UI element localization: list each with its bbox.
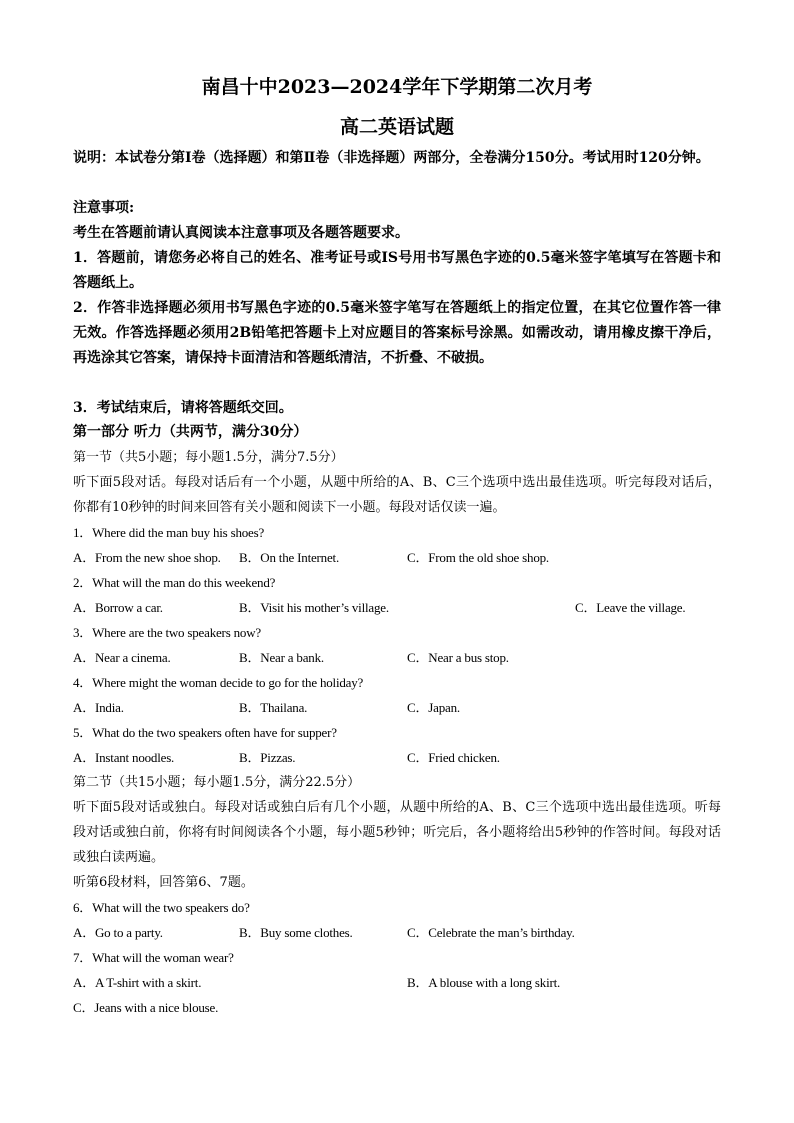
option-3a: A．Near a cinema. xyxy=(73,650,171,665)
question-4: 4．Where might the woman decide to go for the holiday? xyxy=(73,675,364,690)
question-1: 1．Where did the man buy his shoes? xyxy=(73,525,265,540)
section1-instructions: 听下面5段对话。每段对话后有一个小题，从题中所给的A、B、C三个选项中选出最佳选项。听完每段对话后，你都有10秒钟的时间来回答有关小题和阅读下一小题。每段对话仅读一遍。 xyxy=(73,475,721,515)
option-2a: A．Borrow a car. xyxy=(73,600,163,615)
part1-heading: 第一部分 听力（共两节，满分30分） xyxy=(73,424,308,440)
section2-instructions: 听下面5段对话或独白。每段对话或独白后有几个小题，从题中所给的A、B、C三个选项中选出最佳选项。听每段对话或独白前，你将有时间阅读各个小题，每小题5秒钟；听完后，各小题将给出5秒钟的作答时间。每段对话或独白读两遍。 xyxy=(73,800,721,865)
exam-title: 南昌十中2023—2024学年下学期第二次月考 xyxy=(201,76,593,98)
question-6: 6．What will the two speakers do? xyxy=(73,900,250,915)
rule-3: 3．考试结束后，请将答题纸交回。 xyxy=(73,400,293,416)
attention-heading: 注意事项: xyxy=(73,200,135,216)
option-6b: B．Buy some clothes. xyxy=(239,925,353,940)
rule-1: 1．答题前，请您务必将自己的姓名、准考证号或IS号用书写黑色字迹的0.5毫米签字笔填写在答题卡和答题纸上。 xyxy=(73,250,721,291)
rule-2: 2．作答非选择题必须用书写黑色字迹的0.5毫米签字笔写在答题纸上的指定位置，在其它位置作答一律无效。作答选择题必须用2B铅笔把答题卡上对应题目的答案标号涂黑。如需改动，请用橡皮擦干净后，再选涂其它答案，请保持卡面清洁和答题纸清洁，不折叠、不破损。 xyxy=(73,300,721,366)
option-5b: B．Pizzas. xyxy=(239,750,296,765)
material-6-note: 听第6段材料，回答第6、7题。 xyxy=(73,875,254,890)
section2-heading: 第二节（共15小题；每小题1.5分，满分22.5分） xyxy=(73,775,361,790)
question-2: 2．What will the man do this weekend? xyxy=(73,575,276,590)
section1-heading: 第一节（共5小题；每小题1.5分，满分7.5分） xyxy=(73,450,344,465)
option-1b: B．On the Internet. xyxy=(239,550,340,565)
option-5a: A．Instant noodles. xyxy=(73,750,175,765)
option-3b: B．Near a bank. xyxy=(239,650,324,665)
exam-subtitle: 高二英语试题 xyxy=(339,116,454,138)
option-3c: C．Near a bus stop. xyxy=(407,650,509,665)
question-3: 3．Where are the two speakers now? xyxy=(73,625,261,640)
exam-note: 说明：本试卷分第Ⅰ卷（选择题）和第Ⅱ卷（非选择题）两部分，全卷满分150分。考试用时120分钟。 xyxy=(73,150,710,166)
option-2b: B．Visit his mother’s village. xyxy=(239,600,389,615)
option-6a: A．Go to a party. xyxy=(73,925,163,940)
question-7: 7．What will the woman wear? xyxy=(73,950,234,965)
option-4a: A．India. xyxy=(73,700,124,715)
option-6c: C．Celebrate the man’s birthday. xyxy=(407,925,575,940)
option-1a: A．From the new shoe shop. xyxy=(73,550,221,565)
attention-intro: 考生在答题前请认真阅读本注意事项及各题答题要求。 xyxy=(73,225,409,241)
option-7c: C．Jeans with a nice blouse. xyxy=(73,1000,219,1015)
option-7b: B．A blouse with a long skirt. xyxy=(407,975,561,990)
question-5: 5．What do the two speakers often have for supper? xyxy=(73,725,337,740)
option-1c: C．From the old shoe shop. xyxy=(407,550,549,565)
option-7a: A．A T-shirt with a skirt. xyxy=(73,975,202,990)
option-5c: C．Fried chicken. xyxy=(407,750,500,765)
option-2c: C．Leave the village. xyxy=(575,600,686,615)
option-4b: B．Thailana. xyxy=(239,700,308,715)
option-4c: C．Japan. xyxy=(407,700,460,715)
